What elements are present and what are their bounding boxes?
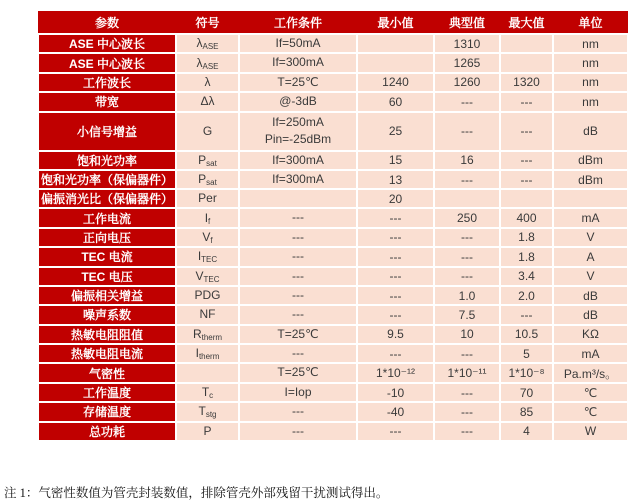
symbol-base: Δλ xyxy=(200,94,215,109)
parameter-cell: ASE 中心波长 xyxy=(38,34,176,53)
parameter-cell: 工作电流 xyxy=(38,208,176,227)
symbol-base: V xyxy=(195,268,204,283)
table-row xyxy=(38,170,628,189)
symbol-cell xyxy=(176,151,239,170)
symbol-cell xyxy=(176,73,239,92)
symbol-cell xyxy=(176,189,239,208)
unit-cell: V xyxy=(553,228,628,247)
symbol-cell xyxy=(176,34,239,53)
condition-cell: T=25℃ xyxy=(239,325,357,344)
symbol-base: V xyxy=(202,229,211,244)
table-row xyxy=(38,363,628,382)
symbol-base: I xyxy=(195,346,199,361)
unit-cell: nm xyxy=(553,53,628,72)
min-value-cell xyxy=(357,34,434,53)
max-value-cell: --- xyxy=(500,112,553,151)
parameter-cell: 热敏电阻阻值 xyxy=(38,325,176,344)
table-row xyxy=(38,208,628,227)
symbol-cell xyxy=(176,208,239,227)
max-value-cell: 1320 xyxy=(500,73,553,92)
condition-cell: I=Iop xyxy=(239,383,357,402)
condition-cell: If=300mA xyxy=(239,170,357,189)
unit-cell: nm xyxy=(553,34,628,53)
max-value-cell: 400 xyxy=(500,208,553,227)
unit-cell: dB xyxy=(553,112,628,151)
symbol-subscript: f xyxy=(210,235,213,245)
unit-cell: ℃ xyxy=(553,383,628,402)
condition-cell: If=50mA xyxy=(239,34,357,53)
symbol-base: λ xyxy=(204,74,211,89)
parameter-cell: 偏振相关增益 xyxy=(38,286,176,305)
table-header-row xyxy=(38,11,628,34)
parameter-cell: 气密性 xyxy=(38,363,176,382)
typical-value-cell: 1.0 xyxy=(434,286,500,305)
condition-cell: If=250mA Pin=-25dBm xyxy=(239,112,357,151)
symbol-base: R xyxy=(192,326,202,341)
typical-value-cell: --- xyxy=(434,247,500,266)
table-row xyxy=(38,422,628,441)
min-value-cell: 1*10⁻¹² xyxy=(357,363,434,382)
table-row xyxy=(38,34,628,53)
min-value-cell: --- xyxy=(357,422,434,441)
min-value-cell: --- xyxy=(357,247,434,266)
symbol-cell xyxy=(176,305,239,324)
unit-cell: nm xyxy=(553,73,628,92)
symbol-cell xyxy=(176,170,239,189)
header-cell-symbol: 符号 xyxy=(176,11,239,34)
min-value-cell: --- xyxy=(357,305,434,324)
symbol-cell xyxy=(176,402,239,421)
symbol-base: λ xyxy=(196,36,203,51)
typical-value-cell: 250 xyxy=(434,208,500,227)
max-value-cell: 85 xyxy=(500,402,553,421)
unit-cell: nm xyxy=(553,92,628,111)
typical-value-cell: --- xyxy=(434,402,500,421)
table-row xyxy=(38,325,628,344)
unit-cell: W xyxy=(553,422,628,441)
symbol-base: P xyxy=(198,172,207,187)
header-cell-max: 最大值 xyxy=(500,11,553,34)
table-row xyxy=(38,73,628,92)
symbol-cell xyxy=(176,422,239,441)
condition-cell: If=300mA xyxy=(239,53,357,72)
symbol-base: PDG xyxy=(194,288,221,303)
condition-cell: --- xyxy=(239,208,357,227)
condition-cell: T=25℃ xyxy=(239,363,357,382)
symbol-cell xyxy=(176,383,239,402)
max-value-cell: --- xyxy=(500,305,553,324)
typical-value-cell: --- xyxy=(434,228,500,247)
max-value-cell xyxy=(500,34,553,53)
condition-cell: --- xyxy=(239,286,357,305)
symbol-cell xyxy=(176,247,239,266)
condition-cell: --- xyxy=(239,267,357,286)
parameter-cell: 饱和光功率 xyxy=(38,151,176,170)
symbol-base: T xyxy=(198,404,206,419)
unit-cell: V xyxy=(553,267,628,286)
table-row xyxy=(38,383,628,402)
unit-cell: dB xyxy=(553,286,628,305)
typical-value-cell: --- xyxy=(434,267,500,286)
parameter-cell: 工作波长 xyxy=(38,73,176,92)
symbol-base: I xyxy=(204,210,209,225)
max-value-cell: 1*10⁻⁸ xyxy=(500,363,553,382)
typical-value-cell: --- xyxy=(434,112,500,151)
symbol-cell xyxy=(176,325,239,344)
parameter-cell: 总功耗 xyxy=(38,422,176,441)
symbol-subscript: stg xyxy=(205,410,217,420)
min-value-cell: -10 xyxy=(357,383,434,402)
table-row xyxy=(38,247,628,266)
symbol-base: Per xyxy=(198,191,217,206)
unit-cell: dBm xyxy=(553,170,628,189)
max-value-cell: 70 xyxy=(500,383,553,402)
symbol-subscript: therm xyxy=(201,332,223,342)
max-value-cell: 10.5 xyxy=(500,325,553,344)
max-value-cell: 5 xyxy=(500,344,553,363)
header-cell-unit: 单位 xyxy=(553,11,628,34)
parameter-cell: 热敏电阻电流 xyxy=(38,344,176,363)
symbol-base: P xyxy=(198,152,207,167)
typical-value-cell: --- xyxy=(434,422,500,441)
typical-value-cell: --- xyxy=(434,383,500,402)
condition-cell: T=25℃ xyxy=(239,73,357,92)
max-value-cell xyxy=(500,53,553,72)
parameter-cell: 噪声系数 xyxy=(38,305,176,324)
symbol-cell xyxy=(176,228,239,247)
parameter-cell: ASE 中心波长 xyxy=(38,53,176,72)
symbol-subscript: TEC xyxy=(201,255,218,265)
typical-value-cell: --- xyxy=(434,170,500,189)
table-row xyxy=(38,267,628,286)
unit-cell xyxy=(553,189,628,208)
condition-cell: --- xyxy=(239,305,357,324)
min-value-cell: 1240 xyxy=(357,73,434,92)
unit-cell: mA xyxy=(553,208,628,227)
table-row xyxy=(38,344,628,363)
symbol-cell xyxy=(176,112,239,151)
typical-value-cell: --- xyxy=(434,344,500,363)
symbol-base: λ xyxy=(196,55,203,70)
symbol-cell xyxy=(176,267,239,286)
table-row xyxy=(38,112,628,151)
symbol-subscript: c xyxy=(209,391,214,401)
condition-cell: --- xyxy=(239,228,357,247)
parameter-cell: 带宽 xyxy=(38,92,176,111)
min-value-cell: 20 xyxy=(357,189,434,208)
symbol-subscript: ASE xyxy=(202,42,219,52)
max-value-cell: --- xyxy=(500,170,553,189)
table-row xyxy=(38,189,628,208)
symbol-base: I xyxy=(197,249,202,264)
table-row xyxy=(38,53,628,72)
table-row xyxy=(38,402,628,421)
symbol-subscript: f xyxy=(208,216,211,226)
unit-cell: KΩ xyxy=(553,325,628,344)
typical-value-cell: 7.5 xyxy=(434,305,500,324)
unit-cell: Pa.m³/s。 xyxy=(553,363,628,382)
condition-cell xyxy=(239,189,357,208)
min-value-cell: 9.5 xyxy=(357,325,434,344)
symbol-cell xyxy=(176,53,239,72)
symbol-cell xyxy=(176,363,239,382)
min-value-cell: 25 xyxy=(357,112,434,151)
table-row xyxy=(38,286,628,305)
table-row xyxy=(38,92,628,111)
typical-value-cell: 10 xyxy=(434,325,500,344)
symbol-subscript: ASE xyxy=(202,61,219,71)
unit-cell: mA xyxy=(553,344,628,363)
symbol-cell xyxy=(176,92,239,111)
typical-value-cell: 1265 xyxy=(434,53,500,72)
min-value-cell: 15 xyxy=(357,151,434,170)
min-value-cell: --- xyxy=(357,286,434,305)
symbol-subscript: therm xyxy=(198,352,220,362)
table-row xyxy=(38,228,628,247)
min-value-cell: 60 xyxy=(357,92,434,111)
max-value-cell: --- xyxy=(500,151,553,170)
min-value-cell: --- xyxy=(357,208,434,227)
parameter-cell: 存储温度 xyxy=(38,402,176,421)
typical-value-cell: 16 xyxy=(434,151,500,170)
typical-value-cell: --- xyxy=(434,92,500,111)
symbol-cell xyxy=(176,286,239,305)
max-value-cell: 3.4 xyxy=(500,267,553,286)
spec-table xyxy=(37,11,629,442)
parameter-cell: TEC 电流 xyxy=(38,247,176,266)
typical-value-cell: 1310 xyxy=(434,34,500,53)
condition-cell: If=300mA xyxy=(239,151,357,170)
symbol-base: T xyxy=(201,385,210,400)
max-value-cell: 4 xyxy=(500,422,553,441)
symbol-base: NF xyxy=(199,307,216,322)
condition-cell: --- xyxy=(239,247,357,266)
parameter-cell: 工作温度 xyxy=(38,383,176,402)
symbol-base: P xyxy=(203,423,212,438)
typical-value-cell xyxy=(434,189,500,208)
symbol-base: G xyxy=(202,123,213,138)
condition-cell: @-3dB xyxy=(239,92,357,111)
max-value-cell: --- xyxy=(500,92,553,111)
header-cell-min: 最小值 xyxy=(357,11,434,34)
unit-cell: dB xyxy=(553,305,628,324)
symbol-subscript: sat xyxy=(206,178,217,188)
table-row xyxy=(38,151,628,170)
min-value-cell: --- xyxy=(357,344,434,363)
unit-cell: ℃ xyxy=(553,402,628,421)
header-cell-condition: 工作条件 xyxy=(239,11,357,34)
header-cell-typical: 典型值 xyxy=(434,11,500,34)
min-value-cell: --- xyxy=(357,267,434,286)
header-cell-parameter: 参数 xyxy=(38,11,176,34)
condition-cell: --- xyxy=(239,344,357,363)
max-value-cell: 1.8 xyxy=(500,247,553,266)
symbol-subscript: TEC xyxy=(203,274,220,284)
symbol-cell xyxy=(176,344,239,363)
max-value-cell: 2.0 xyxy=(500,286,553,305)
condition-cell: --- xyxy=(239,422,357,441)
unit-cell: A xyxy=(553,247,628,266)
table-row xyxy=(38,305,628,324)
min-value-cell: --- xyxy=(357,228,434,247)
parameter-cell: 偏振消光比（保偏器件） xyxy=(38,189,176,208)
parameter-cell: 小信号增益 xyxy=(38,112,176,151)
typical-value-cell: 1*10⁻¹¹ xyxy=(434,363,500,382)
unit-cell: dBm xyxy=(553,151,628,170)
min-value-cell xyxy=(357,53,434,72)
condition-cell: --- xyxy=(239,402,357,421)
min-value-cell: 13 xyxy=(357,170,434,189)
parameter-cell: 饱和光功率（保偏器件） xyxy=(38,170,176,189)
parameter-cell: 正向电压 xyxy=(38,228,176,247)
parameter-cell: TEC 电压 xyxy=(38,267,176,286)
typical-value-cell: 1260 xyxy=(434,73,500,92)
footnote: 注 1：气密性数值为管壳封装数值，排除管壳外部残留干扰测试得出。 xyxy=(4,486,389,500)
table-body xyxy=(38,34,628,441)
symbol-subscript: sat xyxy=(206,158,217,168)
min-value-cell: -40 xyxy=(357,402,434,421)
max-value-cell xyxy=(500,189,553,208)
max-value-cell: 1.8 xyxy=(500,228,553,247)
